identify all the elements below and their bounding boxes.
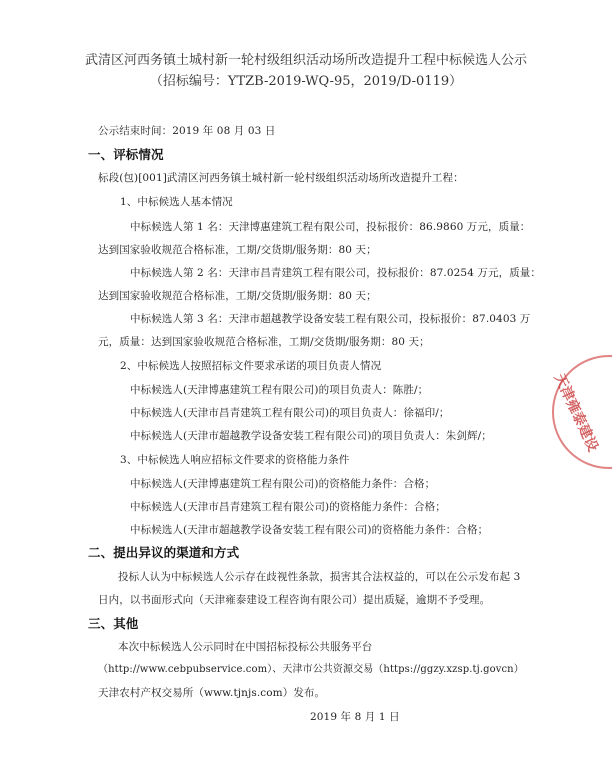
section-heading-other: 三、其他 [88,616,139,631]
company-seal-text: 天津雍泰建设 [550,371,601,455]
subsection-heading-qualifications: 3、中标候选人响应招标文件要求的资格能力条件 [120,454,350,466]
candidate-1-line2: 达到国家验收规范合格标准，工期/交货期/服务期：80 天； [98,244,377,256]
other-line2: （http://www.cebpubservice.com）、天津市公共资源交易（https://ggzy.xzsp.tj.govcn） [98,664,524,675]
section-heading-evaluation: 一、评标情况 [88,147,164,162]
tender-number: （招标编号：YTZB-2019-WQ-95，2019/D-0119） [149,74,463,89]
list-item: 中标候选人(天津博惠建筑工程有限公司)的资格能力条件：合格； [130,478,436,490]
objection-line2: 日内，以书面形式向（天津雍泰建设工程咨询有限公司）提出质疑，逾期不予受理。 [98,594,491,606]
list-item: 中标候选人(天津市昌青建筑工程有限公司)的项目负责人：徐福印/； [130,407,450,419]
section-heading-objection: 二、提出异议的渠道和方式 [88,545,240,560]
candidate-1-line1: 中标候选人第 1 名：天津博惠建筑工程有限公司，投标报价：86.9860 万元，质量： [130,221,531,233]
candidate-3-line1: 中标候选人第 3 名：天津市超越教学设备安装工程有限公司，投标报价：87.0403 万 [130,313,531,325]
other-line1: 本次中标候选人公示同时在中国招标投标公共服务平台 [118,641,373,653]
publicity-end-time: 公示结束时间：2019 年 08 月 03 日 [98,125,276,137]
other-line3: 天津农村产权交易所（www.tjnjs.com）发布。 [98,687,326,699]
subsection-heading-candidates: 1、中标候选人基本情况 [120,196,233,208]
document-date: 2019 年 8 月 1 日 [310,711,400,723]
list-item: 中标候选人(天津市超越教学设备安装工程有限公司)的资格能力条件：合格； [130,524,489,536]
package-line: 标段(包)[001]武清区河西务镇土城村新一轮村级组织活动场所改造提升工程： [98,172,464,184]
subsection-heading-project-managers: 2、中标候选人按照招标文件要求承诺的项目负责人情况 [120,360,382,372]
candidate-2-line1: 中标候选人第 2 名：天津市昌青建筑工程有限公司，投标报价：87.0254 万元，质量： [130,267,542,279]
list-item: 中标候选人(天津市昌青建筑工程有限公司)的资格能力条件：合格； [130,501,446,513]
page-title: 武清区河西务镇土城村新一轮村级组织活动场所改造提升工程中标候选人公示 [84,53,527,68]
objection-line1: 投标人认为中标候选人公示存在歧视性条款，损害其合法权益的，可以在公示发布起 3 [118,571,521,583]
candidate-3-line2: 元，质量：达到国家验收规范合格标准，工期/交货期/服务期：80 天； [98,336,430,348]
candidate-2-line2: 达到国家验收规范合格标准，工期/交货期/服务期：80 天； [98,290,377,302]
list-item: 中标候选人(天津市超越教学设备安装工程有限公司)的项目负责人：朱剑辉/； [130,430,492,442]
list-item: 中标候选人(天津博惠建筑工程有限公司)的项目负责人：陈胜/； [130,384,429,396]
